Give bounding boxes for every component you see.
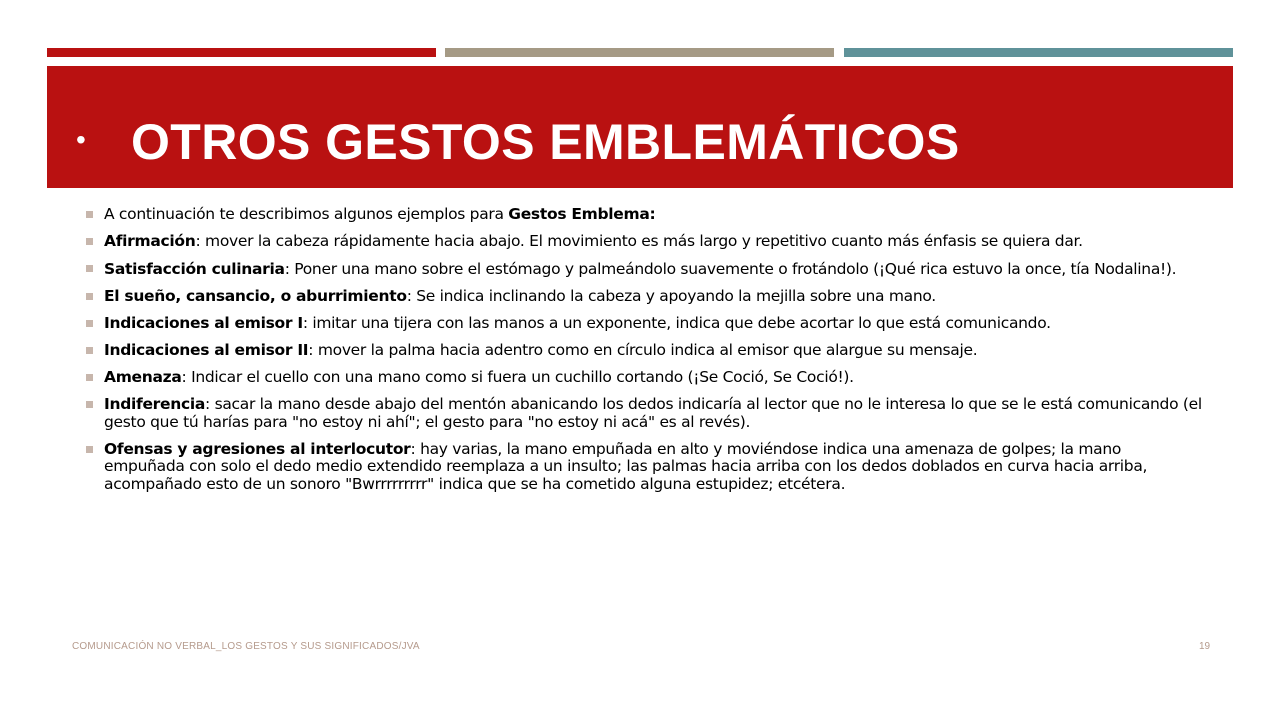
list-item: [86, 396, 1206, 431]
item-bold-term: Afirmación: [104, 232, 196, 250]
square-bullet-icon: [86, 265, 93, 272]
item-bold-term: Gestos Emblema:: [508, 205, 656, 223]
footer-caption: COMUNICACIÓN NO VERBAL_LOS GESTOS Y SUS SIGNIFICADOS/JVA: [72, 641, 420, 652]
square-bullet-icon: [86, 446, 93, 453]
item-text: : Se indica inclinando la cabeza y apoyando la mejilla sobre una mano.: [406, 287, 936, 305]
title-bullet-icon: •: [76, 124, 86, 155]
item-text: : Indicar el cuello con una mano como si fuera un cuchillo cortando (¡Se Coció, Se Coció!).: [181, 368, 854, 386]
square-bullet-icon: [86, 293, 93, 300]
decorative-bar-red: [47, 48, 436, 57]
list-item: [86, 206, 1206, 224]
item-text: : sacar la mano desde abajo del mentón abanicando los dedos indicaría al lector que no le interesa lo que se le está comunicando (el gesto que tú harías para "no estoy ni ahí"; el gesto para "no estoy ni acá" es al revés).: [104, 395, 1202, 431]
square-bullet-icon: [86, 211, 93, 218]
list-item: [86, 342, 1206, 360]
item-bold-term: Indicaciones al emisor II: [104, 341, 309, 359]
item-text: A continuación te describimos algunos ejemplos para: [104, 205, 509, 223]
item-text: : mover la palma hacia adentro como en círculo indica al emisor que alargue su mensaje.: [308, 341, 978, 359]
item-text: : imitar una tijera con las manos a un exponente, indica que debe acortar lo que está comunicando.: [302, 314, 1051, 332]
item-text: : hay varias, la mano empuñada en alto y moviéndose indica una amenaza de golpes; la mano empuñada con solo el dedo medio extendido reemplaza a un insulto; las palmas hacia arriba con los dedos doblados en curva hacia arriba, acompañado esto de un sonoro "Bwrrrrrrrrr" indica que se ha cometido alguna estupidez; etcétera.: [104, 439, 1148, 493]
item-bold-term: Satisfacción culinaria: [104, 260, 285, 278]
decorative-bar-teal: [844, 48, 1233, 57]
bullet-list: [86, 206, 1206, 503]
slide-title: OTROS GESTOS EMBLEMÁTICOS: [131, 114, 960, 170]
list-item: [86, 369, 1206, 387]
item-bold-term: El sueño, cansancio, o aburrimiento: [104, 287, 407, 305]
decorative-bar-tan: [445, 48, 834, 57]
item-bold-term: Indicaciones al emisor I: [104, 314, 303, 332]
list-item: [86, 441, 1206, 494]
item-bold-term: Ofensas y agresiones al interlocutor: [104, 439, 411, 458]
square-bullet-icon: [86, 238, 93, 245]
list-item: [86, 233, 1206, 251]
list-item: [86, 260, 1206, 279]
item-bold-term: Indiferencia: [104, 395, 206, 413]
square-bullet-icon: [86, 320, 93, 327]
square-bullet-icon: [86, 374, 93, 381]
item-text: : mover la cabeza rápidamente hacia abajo. El movimiento es más largo y repetitivo cuanto más énfasis se quiera dar.: [195, 232, 1083, 250]
square-bullet-icon: [86, 401, 93, 408]
list-item: [86, 288, 1206, 306]
item-bold-term: Amenaza: [104, 368, 182, 386]
square-bullet-icon: [86, 347, 93, 354]
item-text: : Poner una mano sobre el estómago y palmeándolo suavemente o frotándolo (¡Qué rica estuvo la once, tía Nodalina!).: [284, 260, 1177, 278]
list-item: [86, 315, 1206, 333]
page-number: 19: [1199, 641, 1211, 652]
